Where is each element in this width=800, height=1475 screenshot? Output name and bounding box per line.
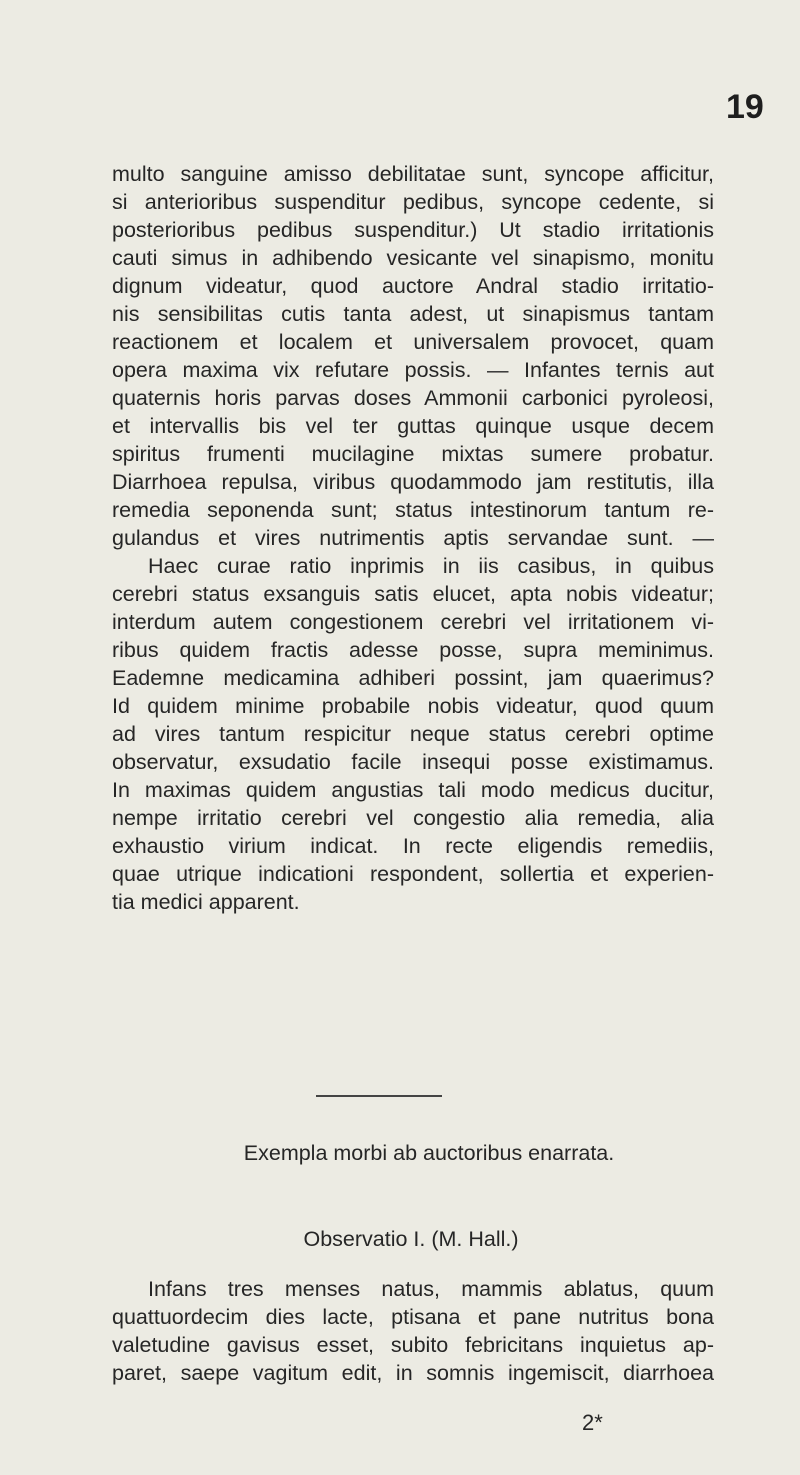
observation-line: Infans tres menses natus, mammis ablatus, quum [148, 1277, 714, 1301]
body-line: reactionem et localem et universalem provocet, quam [112, 330, 714, 354]
body-line: ribus quidem fractis adesse posse, supra meminimus. [112, 638, 714, 662]
body-line: tia medici apparent. [112, 890, 300, 914]
body-line: cauti simus in adhibendo vesicante vel sinapismo, monitu [112, 246, 714, 270]
observation-heading: Observatio I. (M. Hall.) [303, 1227, 519, 1251]
body-line: et intervallis bis vel ter guttas quinque usque decem [112, 414, 714, 438]
body-line: multo sanguine amisso debilitatae sunt, syncope afficitur, [112, 162, 714, 186]
observation-text [112, 1275, 714, 1387]
body-line: posterioribus pedibus suspenditur.) Ut stadio irritationis [112, 218, 714, 242]
body-line: remedia seponenda sunt; status intestinorum tantum re- [112, 498, 714, 522]
body-line: opera maxima vix refutare possis. — Infantes ternis aut [112, 358, 714, 382]
body-line: spiritus frumenti mucilagine mixtas sumere probatur. [112, 442, 714, 466]
body-line: Eademne medicamina adhiberi possint, jam quaerimus? [112, 666, 714, 690]
section-divider [316, 1095, 442, 1097]
body-line: In maximas quidem angustias tali modo medicus ducitur, [112, 778, 714, 802]
body-line: Haec curae ratio inprimis in iis casibus, in quibus [148, 554, 714, 578]
body-line: observatur, exsudatio facile insequi posse existimamus. [112, 750, 714, 774]
body-line: exhaustio virium indicat. In recte eligendis remediis, [112, 834, 714, 858]
body-text [112, 160, 714, 916]
body-line: Id quidem minime probabile nobis videatur, quod quum [112, 694, 714, 718]
observation-line: paret, saepe vagitum edit, in somnis ingemiscit, diarrhoea [112, 1361, 714, 1385]
body-line: ad vires tantum respicitur neque status cerebri optime [112, 722, 714, 746]
body-line: nis sensibilitas cutis tanta adest, ut sinapismus tantam [112, 302, 714, 326]
body-line: interdum autem congestionem cerebri vel irritationem vi- [112, 610, 714, 634]
body-line: quae utrique indicationi respondent, sollertia et experien- [112, 862, 714, 886]
observation-line: quattuordecim dies lacte, ptisana et pane nutritus bona [112, 1305, 714, 1329]
section-heading: Exempla morbi ab auctoribus enarrata. [243, 1141, 615, 1165]
body-line: cerebri status exsanguis satis elucet, apta nobis videatur; [112, 582, 714, 606]
body-line: Diarrhoea repulsa, viribus quodammodo jam restitutis, illa [112, 470, 714, 494]
body-line: gulandus et vires nutrimentis aptis servandae sunt. — [112, 526, 714, 550]
body-line: quaternis horis parvas doses Ammonii carbonici pyroleosi, [112, 386, 714, 410]
signature-mark: 2* [582, 1410, 603, 1435]
page-number: 19 [726, 88, 764, 126]
body-line: dignum videatur, quod auctore Andral stadio irritatio- [112, 274, 714, 298]
body-line: si anterioribus suspenditur pedibus, syncope cedente, si [112, 190, 714, 214]
observation-line: valetudine gavisus esset, subito febricitans inquietus ap- [112, 1333, 714, 1357]
body-line: nempe irritatio cerebri vel congestio alia remedia, alia [112, 806, 714, 830]
